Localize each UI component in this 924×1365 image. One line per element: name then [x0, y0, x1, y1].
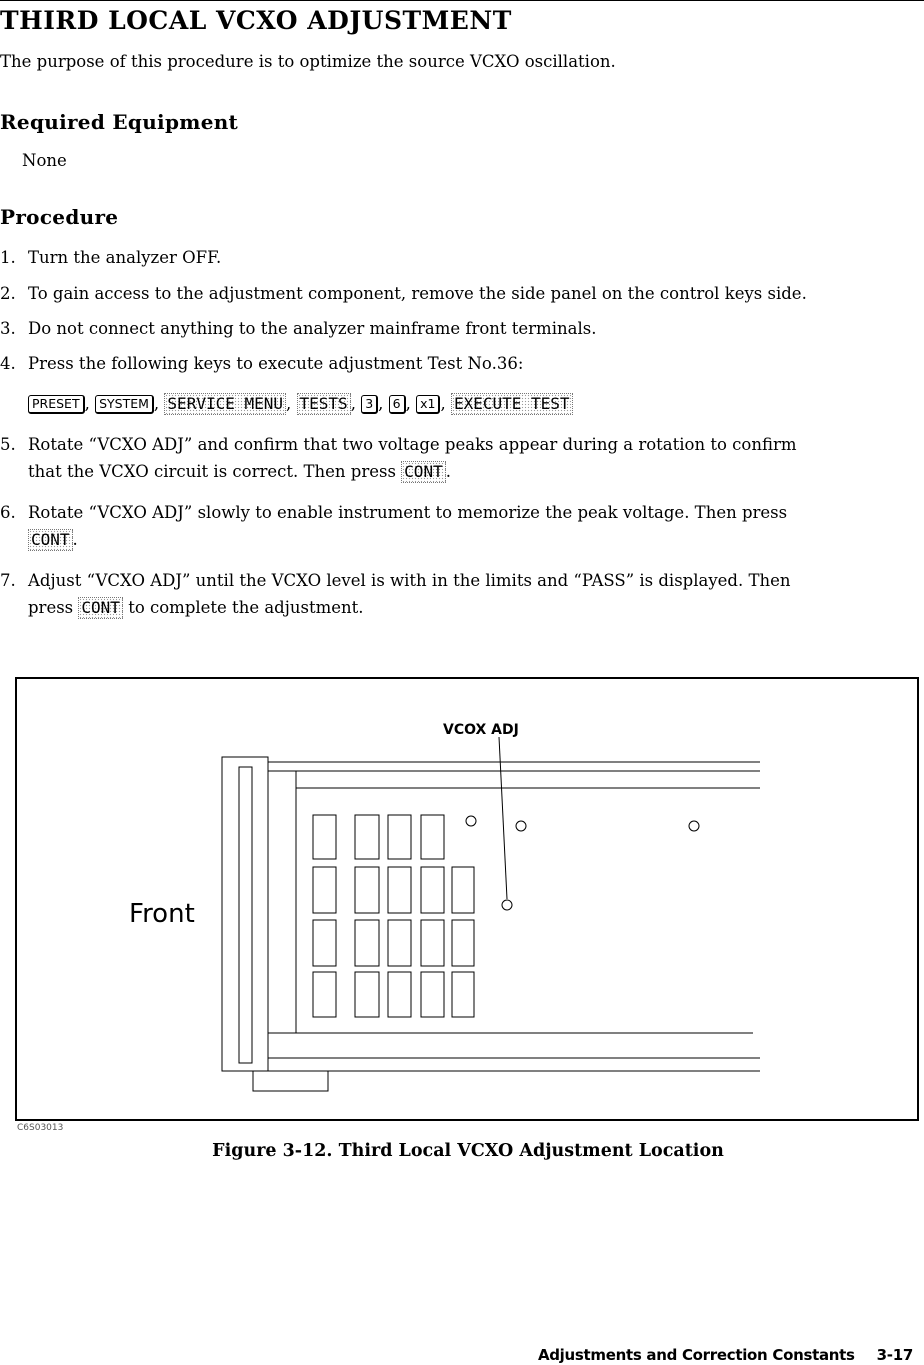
footer-section: Adjustments and Correction Constants — [537, 1346, 855, 1364]
tests-softkey[interactable]: TESTS — [297, 393, 351, 415]
step-3: 3. Do not connect anything to the analyzer mainframe front terminals. — [0, 319, 597, 338]
cont-softkey-step7[interactable]: CONT — [78, 597, 123, 619]
key-6[interactable]: 6 — [389, 395, 406, 414]
front-label: Front — [129, 899, 195, 929]
x1-key[interactable]: x1 — [416, 395, 440, 414]
required-equipment-heading: Required Equipment — [0, 110, 239, 134]
preset-key[interactable]: PRESET — [28, 395, 85, 414]
step-6: 6. Rotate “VCXO ADJ” slowly to enable instrument to memorize the peak voltage. Then press CONT . — [0, 503, 788, 549]
step-4: 4. Press the following keys to execute adjustment Test No.36: — [0, 354, 524, 373]
page-number: 3-17 — [876, 1346, 913, 1364]
figure-id: C6S03013 — [17, 1123, 64, 1133]
vcox-adj-label: VCOX ADJ — [443, 722, 519, 738]
required-equipment-value: None — [22, 151, 67, 170]
front-panel-slot — [239, 767, 252, 1063]
system-key[interactable]: SYSTEM — [95, 395, 154, 414]
front-panel-outline — [222, 757, 268, 1071]
procedure-heading: Procedure — [0, 205, 119, 229]
top-rule — [0, 0, 924, 1]
adjustment-location-diagram — [15, 677, 919, 1121]
step-1: 1. Turn the analyzer OFF. — [0, 248, 222, 267]
page-title: THIRD LOCAL VCXO ADJUSTMENT — [0, 6, 512, 35]
cont-softkey-step6[interactable]: CONT — [28, 529, 73, 551]
figure-caption: Figure 3-12. Third Local VCXO Adjustment Location — [212, 1141, 724, 1161]
vcxo-adj-point — [502, 900, 512, 910]
key-3[interactable]: 3 — [361, 395, 378, 414]
key-sequence: PRESET , SYSTEM , SERVICE MENU , TESTS , 3 , 6 , x1 , EXECUTE TEST — [28, 393, 573, 415]
cont-softkey-step5[interactable]: CONT — [401, 461, 446, 483]
page-footer — [538, 1346, 913, 1364]
step-5: 5. Rotate “VCXO ADJ” and confirm that two voltage peaks appear during a rotation to confirm that the VCXO circuit is correct. Then press CONT . — [0, 435, 797, 481]
purpose-text: The purpose of this procedure is to optimize the source VCXO oscillation. — [0, 52, 616, 71]
execute-test-softkey[interactable]: EXECUTE TEST — [451, 393, 573, 415]
step-2: 2. To gain access to the adjustment component, remove the side panel on the control keys side. — [0, 284, 807, 303]
service-menu-softkey[interactable]: SERVICE MENU — [164, 393, 286, 415]
step-7: 7. Adjust “VCXO ADJ” until the VCXO level is with in the limits and “PASS” is displayed. Then press CONT to complete the adjustment. — [0, 571, 791, 617]
